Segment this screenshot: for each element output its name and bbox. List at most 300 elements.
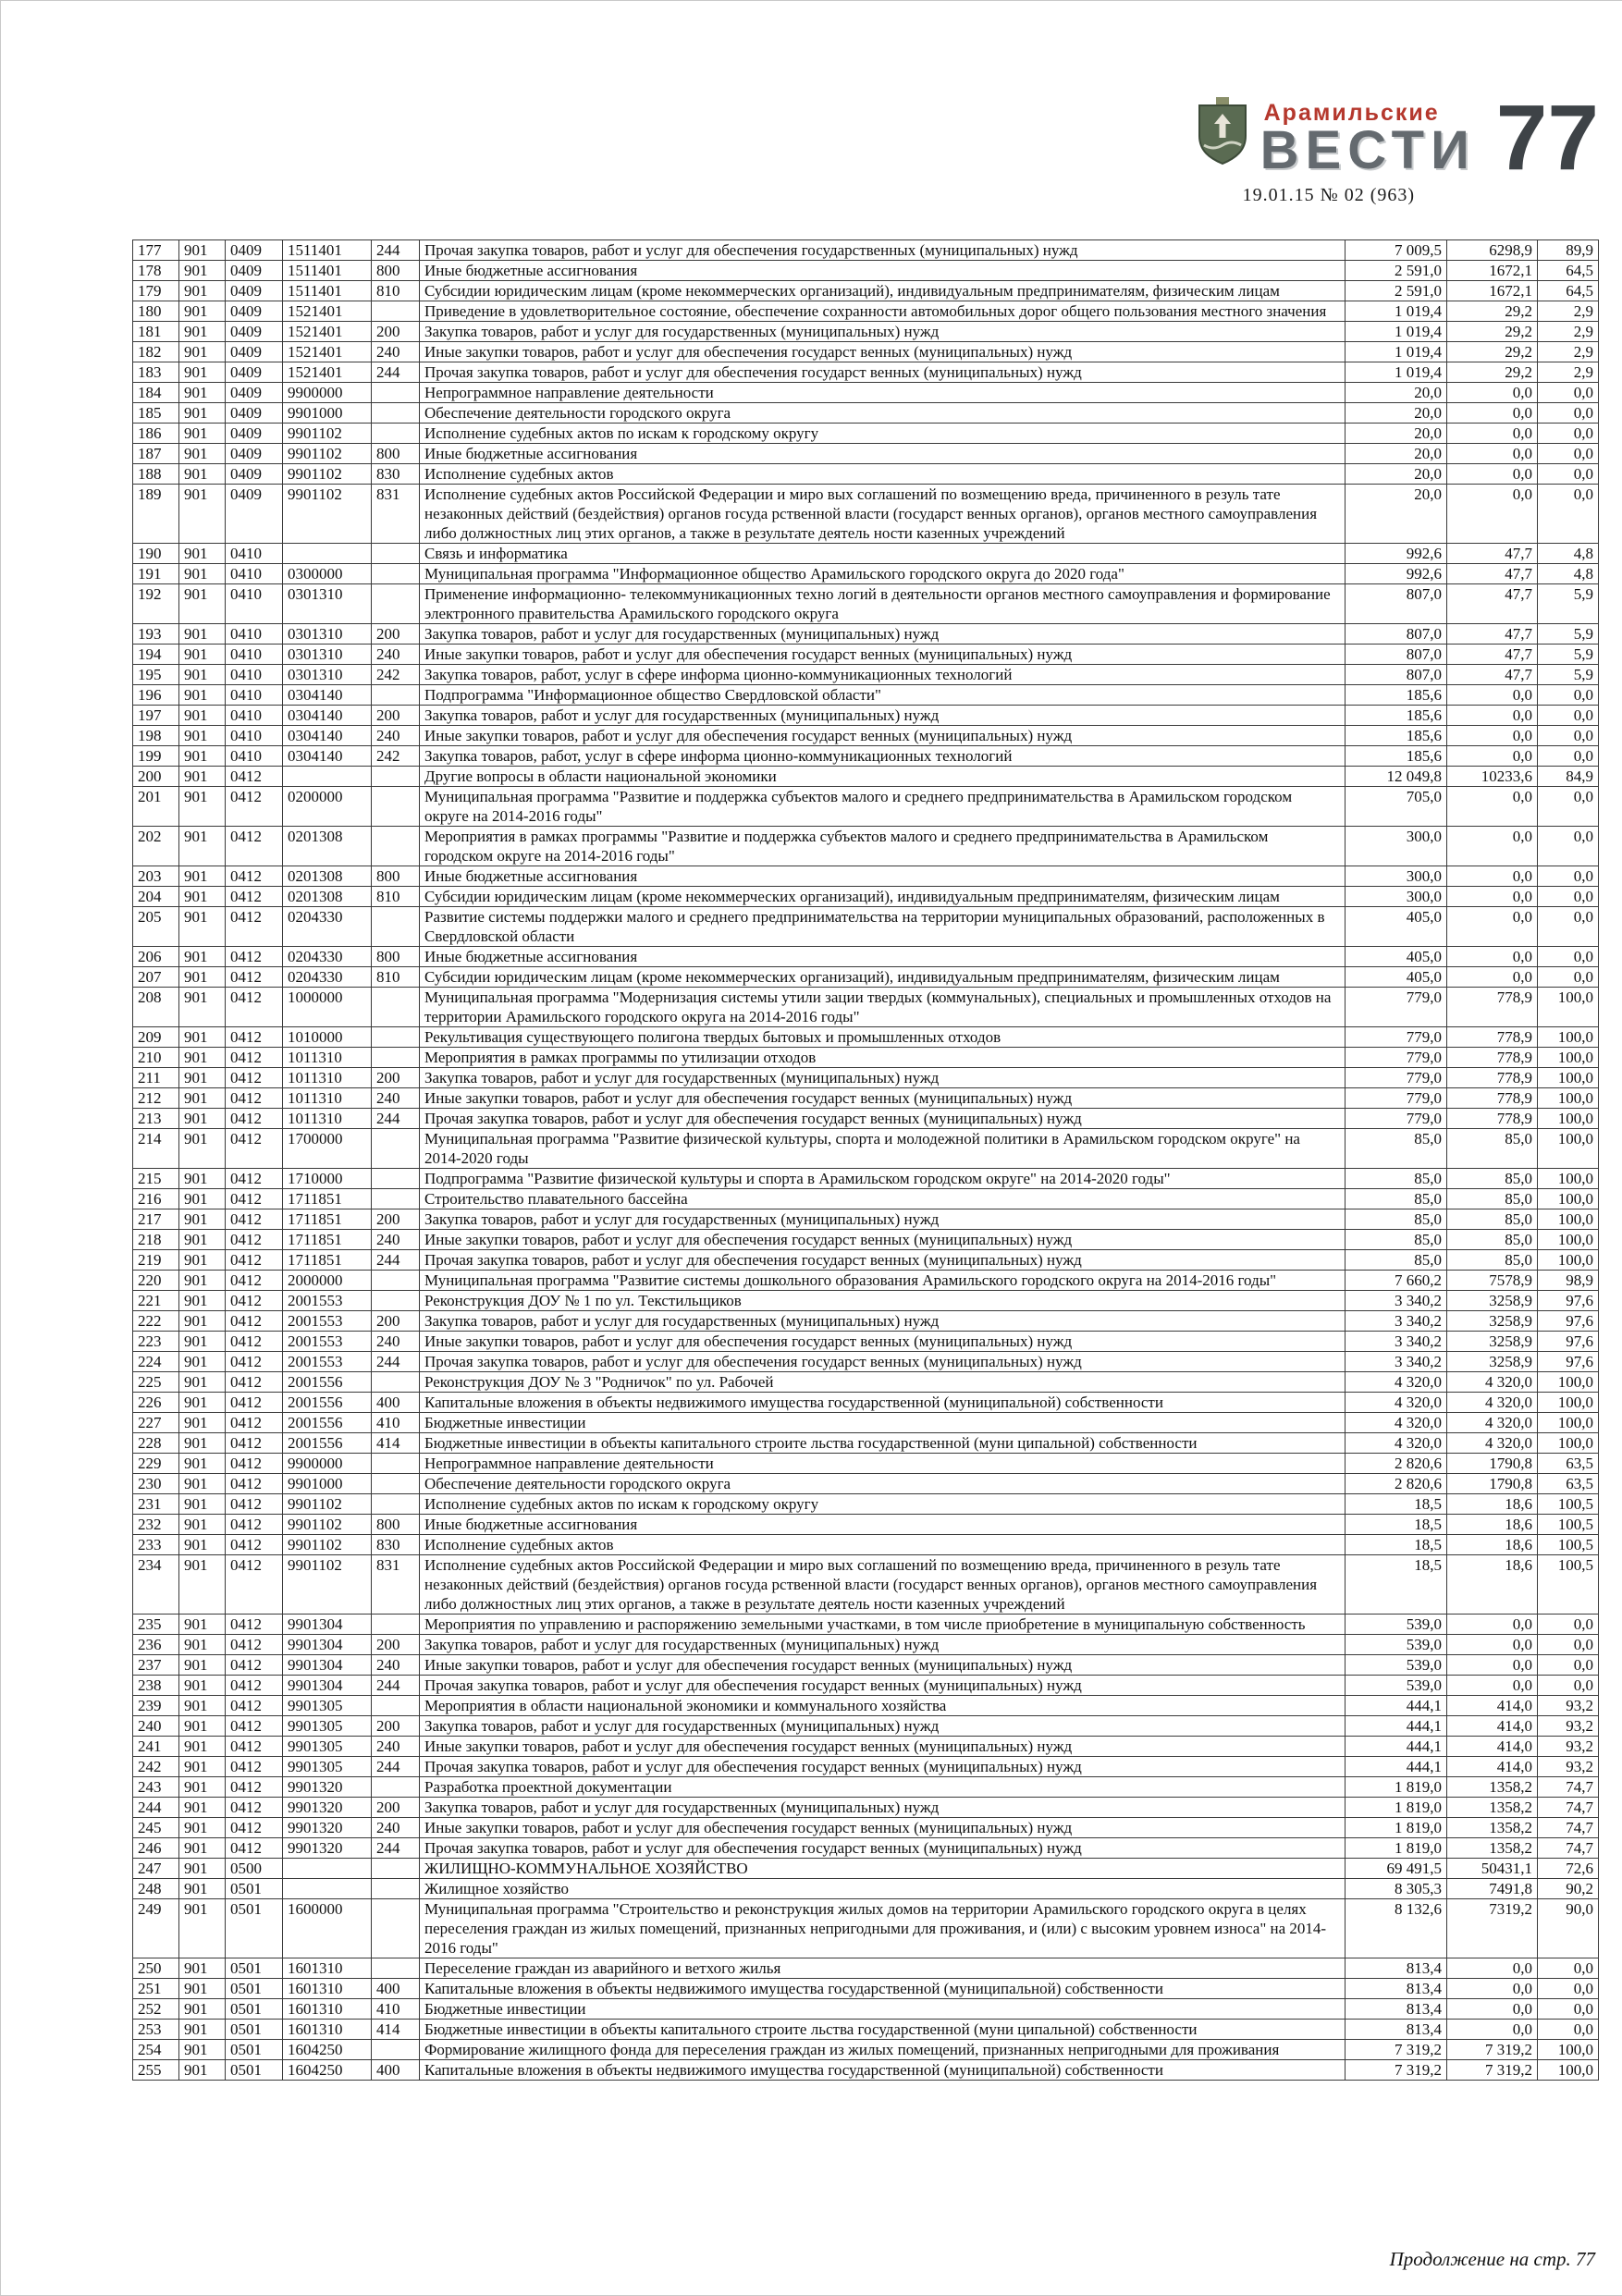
table-row — [133, 1129, 1599, 1169]
cell-pct: 90,2 — [1538, 1879, 1599, 1899]
cell-name: Иные бюджетные ассигнования — [420, 947, 1346, 967]
cell-adm: 901 — [179, 624, 226, 645]
cell-sec: 0412 — [226, 1271, 283, 1291]
cell-pct: 100,0 — [1538, 1230, 1599, 1250]
cell-num: 236 — [133, 1635, 179, 1655]
cell-num: 191 — [133, 564, 179, 584]
table-row — [133, 544, 1599, 564]
cell-vr — [372, 1777, 420, 1798]
cell-vr — [372, 403, 420, 424]
cell-num: 195 — [133, 665, 179, 685]
cell-vr: 244 — [372, 1838, 420, 1859]
cell-name: Иные закупки товаров, работ и услуг для обеспечения государст венных (муниципальных) нужд — [420, 645, 1346, 665]
cell-name: Закупка товаров, работ, услуг в сфере информа ционно-коммуникационных технологий — [420, 746, 1346, 767]
cell-art: 1604250 — [283, 2040, 372, 2060]
cell-num: 232 — [133, 1515, 179, 1535]
table-row — [133, 485, 1599, 544]
cell-pct: 0,0 — [1538, 383, 1599, 403]
cell-vr: 414 — [372, 2020, 420, 2040]
cell-vr: 400 — [372, 2060, 420, 2081]
cell-adm: 901 — [179, 1027, 226, 1048]
cell-pct: 2,9 — [1538, 322, 1599, 342]
cell-fact: 4 320,0 — [1447, 1393, 1538, 1413]
cell-adm: 901 — [179, 1635, 226, 1655]
cell-plan: 779,0 — [1346, 1027, 1447, 1048]
cell-name: Мероприятия в области национальной экономики и коммунального хозяйства — [420, 1696, 1346, 1716]
cell-plan: 1 819,0 — [1346, 1818, 1447, 1838]
cell-name: Прочая закупка товаров, работ и услуг для обеспечения государственных (муниципальных) нужд — [420, 240, 1346, 261]
cell-pct: 100,0 — [1538, 1189, 1599, 1209]
cell-art: 9901102 — [283, 1494, 372, 1515]
cell-adm: 901 — [179, 444, 226, 464]
cell-name: Капитальные вложения в объекты недвижимого имущества государственной (муниципальной) собственности — [420, 2060, 1346, 2081]
cell-num: 178 — [133, 261, 179, 281]
brand-row — [1198, 86, 1599, 190]
cell-art: 9901320 — [283, 1798, 372, 1818]
cell-fact: 0,0 — [1447, 726, 1538, 746]
cell-plan: 7 319,2 — [1346, 2060, 1447, 2081]
table-row — [133, 1838, 1599, 1859]
cell-pct: 100,0 — [1538, 1109, 1599, 1129]
cell-sec: 0412 — [226, 1615, 283, 1635]
cell-fact: 10233,6 — [1447, 767, 1538, 787]
cell-name: Обеспечение деятельности городского округа — [420, 403, 1346, 424]
cell-sec: 0501 — [226, 1879, 283, 1899]
cell-pct: 90,0 — [1538, 1899, 1599, 1958]
cell-plan: 20,0 — [1346, 383, 1447, 403]
cell-vr: 800 — [372, 444, 420, 464]
cell-vr: 200 — [372, 1798, 420, 1818]
cell-num: 203 — [133, 866, 179, 887]
cell-fact: 0,0 — [1447, 1958, 1538, 1979]
cell-adm: 901 — [179, 1189, 226, 1209]
cell-pct: 0,0 — [1538, 485, 1599, 544]
cell-art: 0304140 — [283, 726, 372, 746]
cell-name: Мероприятия по управлению и распоряжению земельными участками, в том числе приобретение в муниципальную собственность — [420, 1615, 1346, 1635]
cell-num: 255 — [133, 2060, 179, 2081]
cell-pct: 63,5 — [1538, 1454, 1599, 1474]
cell-name: Подпрограмма "Развитие физической культуры и спорта в Арамильском городском округе" на 2014-2020 годы" — [420, 1169, 1346, 1189]
cell-vr — [372, 1494, 420, 1515]
table-row — [133, 1818, 1599, 1838]
cell-fact: 7578,9 — [1447, 1271, 1538, 1291]
cell-fact: 1358,2 — [1447, 1798, 1538, 1818]
cell-plan: 20,0 — [1346, 403, 1447, 424]
cell-pct: 93,2 — [1538, 1737, 1599, 1757]
cell-num: 184 — [133, 383, 179, 403]
cell-vr: 240 — [372, 1230, 420, 1250]
cell-name: Бюджетные инвестиции — [420, 1999, 1346, 2020]
cell-fact: 18,6 — [1447, 1494, 1538, 1515]
cell-pct: 0,0 — [1538, 1655, 1599, 1676]
cell-sec: 0412 — [226, 947, 283, 967]
cell-fact: 0,0 — [1447, 444, 1538, 464]
cell-name: Рекультивация существующего полигона твердых бытовых и промышленных отходов — [420, 1027, 1346, 1048]
cell-name: Иные закупки товаров, работ и услуг для обеспечения государст венных (муниципальных) нужд — [420, 1088, 1346, 1109]
cell-vr — [372, 1879, 420, 1899]
cell-adm: 901 — [179, 1291, 226, 1311]
cell-name: Формирование жилищного фонда для переселения граждан из жилых помещений, признанных непригодными для проживания — [420, 2040, 1346, 2060]
table-row — [133, 1777, 1599, 1798]
cell-plan: 2 820,6 — [1346, 1454, 1447, 1474]
budget-table — [132, 239, 1599, 2081]
table-row — [133, 907, 1599, 947]
cell-adm: 901 — [179, 1230, 226, 1250]
cell-art: 1521401 — [283, 301, 372, 322]
cell-art: 9900000 — [283, 1454, 372, 1474]
table-row — [133, 564, 1599, 584]
cell-num: 208 — [133, 988, 179, 1027]
cell-num: 224 — [133, 1352, 179, 1372]
table-row — [133, 383, 1599, 403]
cell-pct: 98,9 — [1538, 1271, 1599, 1291]
cell-name: Муниципальная программа "Развитие и поддержка субъектов малого и среднего предпринимательства в Арамильском городском округе на 2014-2016 годы" — [420, 787, 1346, 827]
cell-num: 205 — [133, 907, 179, 947]
cell-art: 1521401 — [283, 322, 372, 342]
cell-sec: 0412 — [226, 1474, 283, 1494]
cell-num: 251 — [133, 1979, 179, 1999]
cell-name: Закупка товаров, работ и услуг для государственных (муниципальных) нужд — [420, 322, 1346, 342]
cell-pct: 93,2 — [1538, 1696, 1599, 1716]
cell-pct: 74,7 — [1538, 1777, 1599, 1798]
cell-art: 2001556 — [283, 1413, 372, 1433]
cell-sec: 0500 — [226, 1859, 283, 1879]
cell-name: Мероприятия в рамках программы "Развитие и поддержка субъектов малого и среднего предпринимательства в Арамильском городском округе на 2014-2016 годы" — [420, 827, 1346, 866]
cell-art: 0204330 — [283, 907, 372, 947]
cell-art: 2000000 — [283, 1271, 372, 1291]
cell-art: 9901304 — [283, 1635, 372, 1655]
cell-name: Иные закупки товаров, работ и услуг для обеспечения государст венных (муниципальных) нужд — [420, 1332, 1346, 1352]
cell-plan: 300,0 — [1346, 887, 1447, 907]
cell-art: 9901000 — [283, 403, 372, 424]
cell-adm: 901 — [179, 1615, 226, 1635]
cell-pct: 4,8 — [1538, 564, 1599, 584]
cell-fact: 0,0 — [1447, 1999, 1538, 2020]
cell-art: 9901102 — [283, 424, 372, 444]
table-row — [133, 827, 1599, 866]
cell-art: 2001556 — [283, 1393, 372, 1413]
cell-art: 0304140 — [283, 706, 372, 726]
cell-pct: 5,9 — [1538, 624, 1599, 645]
cell-num: 189 — [133, 485, 179, 544]
cell-sec: 0412 — [226, 887, 283, 907]
cell-vr: 830 — [372, 1535, 420, 1555]
cell-name: Бюджетные инвестиции в объекты капитального строите льства государственной (муни ципальной) собственности — [420, 2020, 1346, 2040]
cell-plan: 1 819,0 — [1346, 1798, 1447, 1818]
cell-fact: 0,0 — [1447, 746, 1538, 767]
cell-num: 196 — [133, 685, 179, 706]
cell-fact: 3258,9 — [1447, 1352, 1538, 1372]
cell-plan: 405,0 — [1346, 907, 1447, 947]
cell-vr: 240 — [372, 726, 420, 746]
cell-num: 230 — [133, 1474, 179, 1494]
cell-name: Закупка товаров, работ и услуг для государственных (муниципальных) нужд — [420, 1635, 1346, 1655]
cell-fact: 0,0 — [1447, 1979, 1538, 1999]
cell-adm: 901 — [179, 1474, 226, 1494]
table-row — [133, 1798, 1599, 1818]
cell-name: Иные закупки товаров, работ и услуг для обеспечения государст венных (муниципальных) нужд — [420, 342, 1346, 362]
table-row — [133, 887, 1599, 907]
table-row — [133, 1372, 1599, 1393]
cell-vr — [372, 767, 420, 787]
table-row — [133, 947, 1599, 967]
cell-art: 9901305 — [283, 1757, 372, 1777]
cell-adm: 901 — [179, 1048, 226, 1068]
cell-pct: 0,0 — [1538, 1676, 1599, 1696]
cell-name: Мероприятия в рамках программы по утилизации отходов — [420, 1048, 1346, 1068]
cell-plan: 1 019,4 — [1346, 342, 1447, 362]
cell-num: 187 — [133, 444, 179, 464]
cell-plan: 539,0 — [1346, 1615, 1447, 1635]
cell-sec: 0412 — [226, 1655, 283, 1676]
cell-sec: 0412 — [226, 866, 283, 887]
cell-fact: 0,0 — [1447, 1615, 1538, 1635]
cell-pct: 0,0 — [1538, 947, 1599, 967]
cell-pct: 93,2 — [1538, 1716, 1599, 1737]
table-row — [133, 424, 1599, 444]
cell-art — [283, 1859, 372, 1879]
cell-name: Закупка товаров, работ и услуг для государственных (муниципальных) нужд — [420, 1068, 1346, 1088]
table-row — [133, 1027, 1599, 1048]
cell-sec: 0412 — [226, 1311, 283, 1332]
cell-fact: 85,0 — [1447, 1250, 1538, 1271]
cell-name: Иные закупки товаров, работ и услуг для обеспечения государст венных (муниципальных) нужд — [420, 1737, 1346, 1757]
cell-plan: 705,0 — [1346, 787, 1447, 827]
cell-adm: 901 — [179, 1696, 226, 1716]
cell-num: 217 — [133, 1209, 179, 1230]
cell-plan: 1 019,4 — [1346, 362, 1447, 383]
cell-name: Иные закупки товаров, работ и услуг для обеспечения государст венных (муниципальных) нужд — [420, 1818, 1346, 1838]
table-row — [133, 362, 1599, 383]
table-row — [133, 1696, 1599, 1716]
cell-sec: 0412 — [226, 827, 283, 866]
cell-sec: 0412 — [226, 1676, 283, 1696]
cell-vr — [372, 1129, 420, 1169]
cell-num: 177 — [133, 240, 179, 261]
cell-fact: 18,6 — [1447, 1535, 1538, 1555]
cell-plan: 8 132,6 — [1346, 1899, 1447, 1958]
cell-art: 0301310 — [283, 624, 372, 645]
cell-plan: 2 820,6 — [1346, 1474, 1447, 1494]
brand-city: Арамильские — [1263, 99, 1440, 126]
cell-sec: 0412 — [226, 1555, 283, 1615]
cell-num: 186 — [133, 424, 179, 444]
cell-name: Закупка товаров, работ и услуг для государственных (муниципальных) нужд — [420, 1311, 1346, 1332]
cell-num: 202 — [133, 827, 179, 866]
table-row — [133, 261, 1599, 281]
cell-sec: 0412 — [226, 967, 283, 988]
cell-art: 1521401 — [283, 362, 372, 383]
cell-sec: 0501 — [226, 1999, 283, 2020]
cell-name: Закупка товаров, работ и услуг для государственных (муниципальных) нужд — [420, 624, 1346, 645]
cell-vr — [372, 1696, 420, 1716]
cell-vr — [372, 564, 420, 584]
cell-sec: 0412 — [226, 1129, 283, 1169]
cell-pct: 5,9 — [1538, 584, 1599, 624]
cell-art: 0301310 — [283, 645, 372, 665]
cell-fact: 1790,8 — [1447, 1474, 1538, 1494]
coat-of-arms-icon — [1198, 97, 1247, 176]
table-row — [133, 1474, 1599, 1494]
cell-sec: 0412 — [226, 1088, 283, 1109]
table-row — [133, 281, 1599, 301]
cell-vr — [372, 424, 420, 444]
cell-plan: 85,0 — [1346, 1230, 1447, 1250]
cell-adm: 901 — [179, 1777, 226, 1798]
cell-plan: 3 340,2 — [1346, 1291, 1447, 1311]
cell-pct: 97,6 — [1538, 1332, 1599, 1352]
table-row — [133, 1635, 1599, 1655]
cell-art: 1604250 — [283, 2060, 372, 2081]
cell-plan: 1 019,4 — [1346, 301, 1447, 322]
cell-vr: 200 — [372, 1068, 420, 1088]
cell-vr — [372, 584, 420, 624]
cell-plan: 85,0 — [1346, 1250, 1447, 1271]
cell-fact: 1790,8 — [1447, 1454, 1538, 1474]
cell-art — [283, 767, 372, 787]
cell-vr: 240 — [372, 1737, 420, 1757]
cell-plan: 813,4 — [1346, 1979, 1447, 1999]
cell-num: 253 — [133, 2020, 179, 2040]
cell-adm: 901 — [179, 301, 226, 322]
table-row — [133, 1311, 1599, 1332]
cell-sec: 0412 — [226, 1230, 283, 1250]
cell-vr: 244 — [372, 1109, 420, 1129]
cell-fact: 4 320,0 — [1447, 1433, 1538, 1454]
cell-num: 210 — [133, 1048, 179, 1068]
cell-vr — [372, 1958, 420, 1979]
cell-fact: 7319,2 — [1447, 1899, 1538, 1958]
cell-plan: 20,0 — [1346, 444, 1447, 464]
cell-art: 2001556 — [283, 1372, 372, 1393]
cell-name: Прочая закупка товаров, работ и услуг для обеспечения государст венных (муниципальных) нужд — [420, 1250, 1346, 1271]
table-row — [133, 2060, 1599, 2081]
cell-pct: 64,5 — [1538, 281, 1599, 301]
cell-pct: 0,0 — [1538, 1615, 1599, 1635]
cell-adm: 901 — [179, 1332, 226, 1352]
cell-fact: 47,7 — [1447, 584, 1538, 624]
cell-adm: 901 — [179, 907, 226, 947]
cell-num: 182 — [133, 342, 179, 362]
cell-plan: 20,0 — [1346, 485, 1447, 544]
cell-name: Реконструкция ДОУ № 1 по ул. Текстильщиков — [420, 1291, 1346, 1311]
table-row — [133, 1169, 1599, 1189]
cell-vr: 414 — [372, 1433, 420, 1454]
cell-sec: 0409 — [226, 444, 283, 464]
cell-sec: 0409 — [226, 342, 283, 362]
cell-vr: 200 — [372, 624, 420, 645]
cell-fact: 0,0 — [1447, 485, 1538, 544]
cell-pct: 0,0 — [1538, 464, 1599, 485]
table-row — [133, 1676, 1599, 1696]
cell-sec: 0410 — [226, 564, 283, 584]
cell-vr: 810 — [372, 887, 420, 907]
cell-art: 1711851 — [283, 1209, 372, 1230]
cell-num: 226 — [133, 1393, 179, 1413]
cell-sec: 0412 — [226, 1169, 283, 1189]
cell-num: 192 — [133, 584, 179, 624]
cell-name: Исполнение судебных актов по искам к городскому округу — [420, 1494, 1346, 1515]
cell-art: 9901102 — [283, 485, 372, 544]
cell-num: 235 — [133, 1615, 179, 1635]
cell-plan: 85,0 — [1346, 1209, 1447, 1230]
table-row — [133, 464, 1599, 485]
table-row — [133, 1413, 1599, 1433]
cell-adm: 901 — [179, 1818, 226, 1838]
cell-fact: 47,7 — [1447, 665, 1538, 685]
cell-adm: 901 — [179, 1535, 226, 1555]
cell-fact: 414,0 — [1447, 1737, 1538, 1757]
cell-fact: 50431,1 — [1447, 1859, 1538, 1879]
cell-pct: 100,0 — [1538, 1413, 1599, 1433]
cell-fact: 0,0 — [1447, 1676, 1538, 1696]
cell-adm: 901 — [179, 1798, 226, 1818]
cell-num: 234 — [133, 1555, 179, 1615]
cell-art: 0304140 — [283, 685, 372, 706]
cell-pct: 0,0 — [1538, 746, 1599, 767]
table-row — [133, 1230, 1599, 1250]
cell-pct: 0,0 — [1538, 1999, 1599, 2020]
cell-adm: 901 — [179, 1838, 226, 1859]
cell-fact: 778,9 — [1447, 988, 1538, 1027]
cell-pct: 100,0 — [1538, 1169, 1599, 1189]
cell-fact: 778,9 — [1447, 1048, 1538, 1068]
cell-name: Иные бюджетные ассигнования — [420, 444, 1346, 464]
cell-num: 247 — [133, 1859, 179, 1879]
cell-art: 2001553 — [283, 1311, 372, 1332]
cell-num: 228 — [133, 1433, 179, 1454]
cell-name: Закупка товаров, работ и услуг для государственных (муниципальных) нужд — [420, 1209, 1346, 1230]
cell-art: 1010000 — [283, 1027, 372, 1048]
cell-adm: 901 — [179, 706, 226, 726]
brand-text — [1260, 99, 1476, 180]
cell-fact: 414,0 — [1447, 1716, 1538, 1737]
cell-sec: 0412 — [226, 1413, 283, 1433]
cell-name: Переселение граждан из аварийного и ветхого жилья — [420, 1958, 1346, 1979]
table-row — [133, 444, 1599, 464]
cell-adm: 901 — [179, 1958, 226, 1979]
cell-pct: 100,0 — [1538, 1372, 1599, 1393]
cell-plan: 779,0 — [1346, 988, 1447, 1027]
cell-art: 1011310 — [283, 1088, 372, 1109]
cell-pct: 5,9 — [1538, 645, 1599, 665]
cell-vr: 400 — [372, 1393, 420, 1413]
cell-plan: 539,0 — [1346, 1655, 1447, 1676]
cell-pct: 0,0 — [1538, 1979, 1599, 1999]
cell-adm: 901 — [179, 564, 226, 584]
cell-num: 194 — [133, 645, 179, 665]
cell-num: 237 — [133, 1655, 179, 1676]
cell-sec: 0412 — [226, 1454, 283, 1474]
cell-art: 9901102 — [283, 464, 372, 485]
table-row — [133, 1899, 1599, 1958]
cell-adm: 901 — [179, 2060, 226, 2081]
cell-art: 1011310 — [283, 1048, 372, 1068]
cell-pct: 0,0 — [1538, 424, 1599, 444]
cell-name: Исполнение судебных актов Российской Федерации и миро вых соглашений по возмещению вреда, причиненного в резуль тате незаконных действий (бездействия) органов госуда рственной власти (государст венных органов), органов местного самоуправления либо должностных лиц этих органов, а также в результате деятель ности казенных учреждений — [420, 485, 1346, 544]
cell-adm: 901 — [179, 1454, 226, 1474]
cell-name: Разработка проектной документации — [420, 1777, 1346, 1798]
cell-fact: 0,0 — [1447, 1635, 1538, 1655]
table-row — [133, 1655, 1599, 1676]
table-row — [133, 1068, 1599, 1088]
cell-vr: 240 — [372, 1655, 420, 1676]
table-row — [133, 322, 1599, 342]
cell-vr: 244 — [372, 1676, 420, 1696]
budget-table-body — [133, 240, 1599, 2081]
cell-pct: 97,6 — [1538, 1352, 1599, 1372]
cell-sec: 0412 — [226, 1535, 283, 1555]
